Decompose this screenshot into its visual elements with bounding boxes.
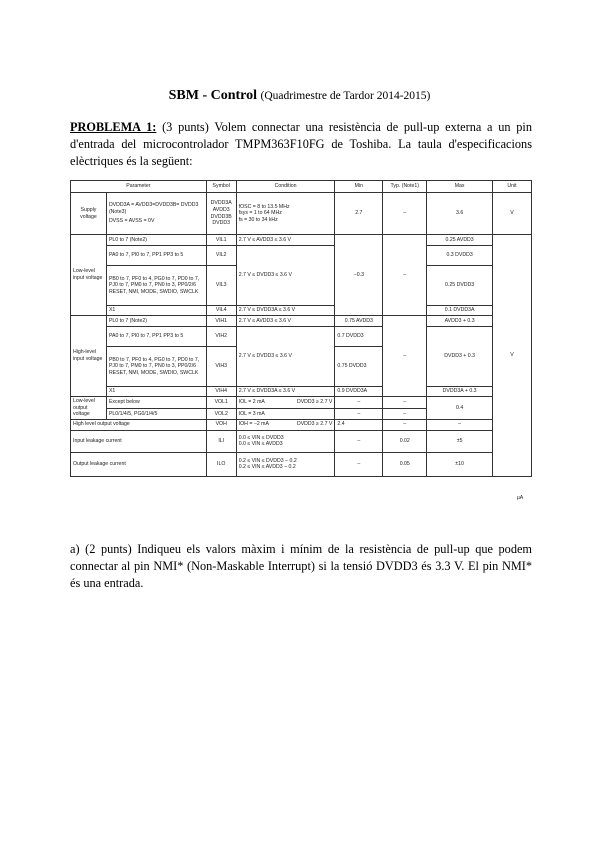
row-label: Output leakage current (71, 452, 207, 476)
condition-cell (236, 419, 335, 430)
max-cell: ±5 (427, 430, 493, 452)
pins-cell: PL0/1/4/5, PG0/1/4/5 (106, 409, 206, 419)
symbol-cell: VIL2 (206, 246, 236, 266)
header-unit: Unit (493, 181, 532, 193)
min-cell: – (335, 409, 383, 419)
cell-line: DVDD3 (212, 220, 230, 227)
condition-cell (236, 430, 335, 452)
symbol-cell: VIH3 (206, 347, 236, 387)
condition-text: IOH = −2 mA (238, 421, 269, 428)
problem-text: (3 punts) Volem connectar una resistència de pull-up externa a un pin d'entrada del microcontrolador TMPM363F10FG de Toshiba. La taula d'especificacions elèctriques és la següent: (70, 120, 532, 168)
table-row (71, 235, 532, 246)
pins-cell: PB0 to 7, PF0 to 4, PG0 to 7, PD0 to 7, PJ0 to 7, PM0 to 7, PN0 to 3, PP0/2/6 RESET, NMI, MODE, SWDIO, SWCLK (106, 347, 206, 387)
typ-cell: – (383, 235, 427, 316)
min-cell: – (335, 452, 383, 476)
symbol-cell (206, 193, 236, 235)
cell-line: 0.2 ≤ VIN ≤ AVDD3 − 0.2 (238, 464, 296, 471)
symbol-cell: ILO (206, 452, 236, 476)
condition-cell: 2.7 V ≤ DVDD3A ≤ 3.6 V (236, 387, 335, 397)
cell-line: fOSC = 8 to 13.5 MHz (238, 203, 290, 210)
title-sub: (Quadrimestre de Tardor 2014-2015) (260, 90, 431, 102)
title-main: SBM - Control (168, 88, 258, 103)
leakage-unit: μA (516, 495, 524, 501)
max-cell: AVDD3 + 0.3 (427, 316, 493, 327)
row-label: Supply voltage (71, 193, 107, 235)
pins-cell: PA0 to 7, PI0 to 7, PP1 PP3 to 5 (106, 246, 206, 266)
cell-line: DVDD3A (210, 200, 232, 207)
problem-statement (70, 119, 532, 170)
condition-text: IOL = 2 mA (238, 399, 265, 406)
header-max: Max (427, 181, 493, 193)
condition-cell: 2.7 V ≤ AVDD3 ≤ 3.6 V (236, 235, 335, 246)
condition-text: DVDD3 ≥ 2.7 V (296, 421, 333, 428)
table-row (71, 430, 532, 452)
symbol-cell: VOL2 (206, 409, 236, 419)
pins-cell: PL0 to 7 (Note2) (106, 235, 206, 246)
shared-condition: DVDD3 ≥ 2.7 V (296, 399, 333, 406)
question-a: a) (2 punts) Indiqueu els valors màxim i mínim de la resistència de pull-up que podem connectar al pin NMI* (Non-Maskable Interrupt) si la tensió DVDD3 és 3.3 V. El pin NMI* és una entrada. (70, 542, 532, 590)
header-condition: Condition (236, 181, 335, 193)
row-label: High-level input voltage (71, 316, 107, 397)
symbol-cell: VIH4 (206, 387, 236, 397)
min-cell: – (335, 430, 383, 452)
electrical-spec-table (70, 180, 532, 477)
max-cell: – (427, 419, 493, 430)
max-cell: 0.3 DVDD3 (427, 246, 493, 266)
symbol-cell: VIH1 (206, 316, 236, 327)
typ-cell: – (383, 419, 427, 430)
table-row (71, 316, 532, 327)
cell-line: 0.0 ≤ VIN ≤ DVDD3 (238, 434, 284, 441)
symbol-cell: VIL4 (206, 306, 236, 316)
max-cell: ±10 (427, 452, 493, 476)
condition-cell (236, 452, 335, 476)
pins-cell: X1 (106, 387, 206, 397)
max-cell: 0.4 (427, 397, 493, 420)
table-row (71, 387, 532, 397)
min-cell: 0.75 AVDD3 (335, 316, 383, 327)
table-row (71, 327, 532, 347)
table-row (71, 452, 532, 476)
max-cell: DVDD3 + 0.3 (427, 327, 493, 387)
max-cell: 0.25 DVDD3 (427, 266, 493, 306)
header-symbol: Symbol (206, 181, 236, 193)
min-cell: 0.75 DVDD3 (335, 347, 383, 387)
typ-cell: – (383, 397, 427, 409)
cell-line: DVDD3B (210, 213, 232, 220)
pins-cell: PA0 to 7, PI0 to 7, PP1 PP3 to 5 (106, 327, 206, 347)
table-row (71, 397, 532, 409)
condition-cell: 2.7 V ≤ DVDD3 ≤ 3.6 V (236, 327, 335, 387)
unit-cell-v: V (493, 235, 532, 477)
min-cell: 0.9 DVDD3A (335, 387, 383, 397)
typ-cell: – (383, 316, 427, 397)
min-cell: 2.4 (335, 419, 383, 430)
pins-cell: X1 (106, 306, 206, 316)
row-label: Low-level output voltage (71, 397, 107, 420)
max-cell: 0.25 AVDD3 (427, 235, 493, 246)
table-header-row (71, 181, 532, 193)
typ-cell: 0.02 (383, 430, 427, 452)
cell-line: AVDD3 (212, 206, 230, 213)
table-row (71, 193, 532, 235)
cell-line: 0.0 ≤ VIN ≤ AVDD3 (238, 441, 283, 448)
cell-line: 0.2 ≤ VIN ≤ DVDD3 − 0.2 (238, 457, 297, 464)
symbol-cell: VIL3 (206, 266, 236, 306)
condition-cell: IOL = 3 mA (236, 409, 335, 419)
pins-cell: PL0 to 7 (Note2) (106, 316, 206, 327)
header-typ: Typ. (Note1) (383, 181, 427, 193)
header-parameter: Parameter (71, 181, 207, 193)
cell-line: DVSS = AVSS = 0V (108, 218, 155, 225)
max-cell: 3.6 (427, 193, 493, 235)
unit-cell: V (493, 193, 532, 235)
row-label: Low-level input voltage (71, 235, 107, 316)
table-row (71, 306, 532, 316)
row-label: Input leakage current (71, 430, 207, 452)
symbol-cell: VIL1 (206, 235, 236, 246)
table-row (71, 246, 532, 266)
table-row (71, 419, 532, 430)
condition-cell (236, 397, 335, 409)
symbol-cell: ILI (206, 430, 236, 452)
typ-cell: – (383, 409, 427, 419)
header-min: Min (335, 181, 383, 193)
max-cell: DVDD3A + 0.3 (427, 387, 493, 397)
min-cell: – (335, 397, 383, 409)
cell-line: DVDD3A = AVDD3=DVDD3B= DVDD3 (Note3) (108, 202, 199, 215)
pins-cell: Except below (106, 397, 206, 409)
min-cell: 2.7 (335, 193, 383, 235)
condition-cell: 2.7 V ≤ DVDD3A ≤ 3.6 V (236, 306, 335, 316)
symbol-cell: VIH2 (206, 327, 236, 347)
row-label: High level output voltage (71, 419, 207, 430)
condition-cell: 2.7 V ≤ AVDD3 ≤ 3.6 V (236, 316, 335, 327)
symbol-cell: VOL1 (206, 397, 236, 409)
condition-cell: 2.7 V ≤ DVDD3 ≤ 3.6 V (236, 246, 335, 306)
problem-label: PROBLEMA 1: (70, 120, 157, 134)
typ-cell: – (383, 193, 427, 235)
cell-line: fs = 30 to 34 kHz (238, 216, 278, 223)
symbol-cell: VOH (206, 419, 236, 430)
condition-cell (236, 193, 335, 235)
table-cell (106, 193, 206, 235)
page-title (0, 88, 599, 104)
cell-line: fsys = 1 to 64 MHz (238, 210, 282, 217)
typ-cell: 0.05 (383, 452, 427, 476)
pins-cell: PB0 to 7, PF0 to 4, PG0 to 7, PD0 to 7, PJ0 to 7, PM0 to 7, PN0 to 3, PP0/2/6 RESET, NMI, MODE, SWDIO, SWCLK (106, 266, 206, 306)
min-cell: −0.3 (335, 235, 383, 316)
min-cell: 0.7 DVDD3 (335, 327, 383, 347)
max-cell: 0.1 DVDD3A (427, 306, 493, 316)
